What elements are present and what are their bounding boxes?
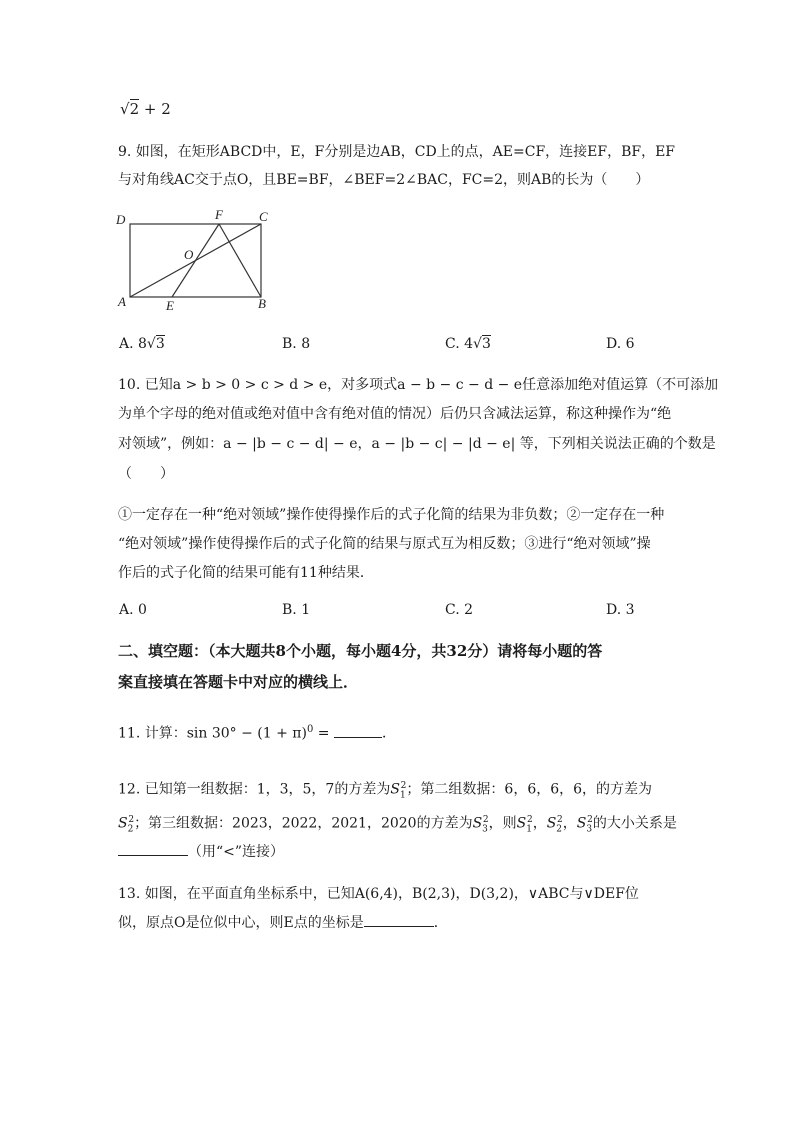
q10-line3: 对领域”，例如：a − |b − c − d| − e，a − |b − c| − |d − e| 等，下列相关说法正确的个数是 — [118, 436, 716, 452]
q11-equals: = — [313, 725, 334, 742]
q11-answer-blank[interactable] — [334, 737, 382, 738]
radical-sign: √ — [120, 100, 130, 118]
sup-2: 2 — [526, 815, 533, 825]
radical-value: 2 — [129, 100, 140, 118]
sub-2: 2 — [127, 824, 134, 835]
q10-statement-3: 作后的式子化简的结果可能有11种结果． — [118, 565, 374, 581]
segment-ef — [172, 224, 219, 297]
q13-answer-blank[interactable] — [364, 926, 434, 927]
q12-text-a: 12. 已知第一组数据：1，3，5，7的方差为 — [118, 781, 391, 798]
top-rest: + 2 — [139, 100, 171, 118]
radical-sign: √ — [473, 336, 482, 352]
sub-1: 1 — [526, 824, 532, 835]
q12-text-e: 的大小关系是 — [592, 815, 677, 832]
sup-2: 2 — [400, 781, 407, 791]
q12-text-f: （用“<”连接） — [188, 844, 285, 860]
q10-option-d: D. 3 — [606, 602, 635, 618]
top-expression — [120, 100, 171, 118]
q10-option-a: A. 0 — [119, 602, 147, 618]
sub-2: 2 — [556, 824, 563, 835]
q11-text: 11. 计算：sin 30° − (1 + π) — [118, 725, 307, 742]
section2-heading-line1: 二、填空题：（本大题共8个小题，每小题4分，共32分）请将每小题的答 — [118, 642, 603, 660]
q10-line2: 为单个字母的绝对值或绝对值中含有绝对值的情况）后仍只含减法运算，称这种操作为“绝 — [118, 406, 672, 422]
q13-text-b: ． — [433, 915, 448, 931]
q9-option-c-text: C. 4 — [445, 336, 474, 352]
label-c: C — [259, 209, 268, 224]
s-letter: S — [118, 815, 128, 832]
q9-option-a-radical: 3 — [155, 336, 165, 352]
q9-line2: 与对角线AC交于点O，且BE=BF，∠BEF=2∠BAC，FC=2，则AB的长为（ ） — [118, 172, 650, 188]
segment-bf — [219, 224, 261, 297]
q9-figure — [112, 204, 282, 316]
s-letter: S — [472, 815, 483, 832]
q12-answer-blank[interactable] — [118, 855, 188, 856]
sub-1: 1 — [399, 790, 406, 801]
q12-line3 — [118, 842, 284, 862]
radical-sign: √ — [146, 336, 156, 352]
q11-end: ． — [381, 725, 396, 742]
q11-exponent: 0 — [306, 724, 314, 735]
sub-3: 3 — [586, 824, 593, 835]
q13-line1: 13. 如图，在平面直角坐标系中，已知A(6,4)，B(2,3)，D(3,2)，∨ABC与∨DEF位 — [118, 886, 639, 902]
separator: ， — [562, 815, 577, 832]
label-f: F — [215, 207, 223, 222]
q9-line1: 9. 如图，在矩形ABCD中，E，F分别是边AB，CD上的点，AE=CF，连接EF，BF，EF — [118, 144, 676, 160]
q9-option-c — [445, 336, 491, 352]
s-letter: S — [546, 815, 557, 832]
s-letter: S — [516, 815, 527, 832]
q12-text-c: ；第三组数据：2023，2022，2021，2020的方差为 — [134, 815, 473, 832]
label-e: E — [166, 298, 174, 313]
sup-2: 2 — [128, 815, 135, 825]
label-b: B — [258, 296, 266, 311]
q9-option-a-text: A. 8 — [119, 336, 147, 352]
q12-line2 — [118, 810, 677, 839]
q12-text-b: ；第二组数据：6，6，6，6，的方差为 — [406, 781, 653, 798]
q13-text-a: 似，原点O是位似中心，则E点的坐标是 — [118, 915, 364, 931]
q9-option-b: B. 8 — [282, 336, 311, 352]
q10-line1: 10. 已知a > b > 0 > c > d > e，对多项式a − b − c − d − e任意添加绝对值运算（不可添加 — [118, 377, 719, 393]
sup-2: 2 — [587, 815, 593, 825]
q9-option-c-radical: 3 — [481, 336, 491, 352]
q12-text-d: ，则 — [488, 815, 517, 832]
q12-line1 — [118, 776, 652, 805]
label-d: D — [116, 212, 126, 227]
q13-line2 — [118, 913, 448, 933]
q11-line — [118, 720, 396, 744]
s-letter: S — [576, 815, 587, 832]
q10-statement-2: “绝对领域”操作使得操作后的式子化简的结果与原式互为相反数；③进行“绝对领域”操 — [118, 536, 651, 552]
q9-option-d: D. 6 — [606, 336, 635, 352]
s-letter: S — [390, 781, 400, 798]
q10-statement-1: ①一定存在一种“绝对领域”操作使得操作后的式子化简的结果为非负数；②一定存在一种 — [118, 507, 665, 523]
q10-option-c: C. 2 — [445, 602, 474, 618]
q10-line4: （ ） — [118, 466, 174, 482]
sub-3: 3 — [482, 824, 488, 835]
label-o: O — [184, 247, 194, 262]
separator: ， — [532, 815, 547, 832]
sup-2: 2 — [482, 815, 489, 825]
q10-option-b: B. 1 — [282, 602, 311, 618]
q9-option-a — [119, 336, 165, 352]
sup-2: 2 — [557, 815, 563, 825]
label-a: A — [118, 294, 126, 309]
section2-heading-line2: 案直接填在答题卡中对应的横线上． — [118, 673, 359, 691]
